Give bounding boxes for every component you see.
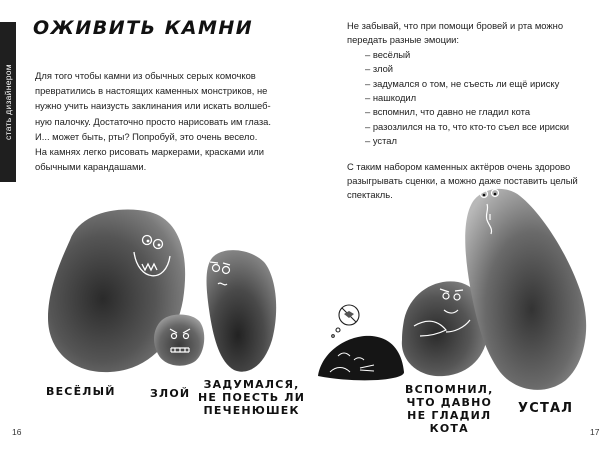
caption-thinking [198, 378, 305, 417]
caption-line: КОТА [429, 422, 469, 435]
closing-line: С таким набором каменных актёров очень здорово [347, 160, 571, 172]
paragraph-line: нужно учить наизусть заклинания или искать волшеб- [35, 100, 271, 112]
caption-line: ПЕЧЕНЮШЕК [203, 404, 300, 417]
paragraph-line: На камнях легко рисовать маркерами, красками или [35, 146, 264, 158]
emotion-item: – нашкодил [365, 91, 592, 105]
thinking-stone [207, 250, 277, 372]
emotion-item: – разозлился на то, что кто-то съел все ириски [365, 120, 592, 134]
emotion-item: – злой [365, 62, 592, 76]
section-side-tab-label: стать дизайнером [3, 64, 13, 140]
page-number-left: 16 [12, 427, 22, 437]
caption-line: НЕ ПОЕСТЬ ЛИ [198, 391, 306, 404]
page-number-right: 17 [590, 427, 600, 437]
caption-line: НЕ ГЛАДИЛ [407, 409, 492, 422]
mischief-stone [318, 305, 404, 380]
caption-line: ЧТО ДАВНО [406, 396, 493, 409]
tired-stone [465, 189, 586, 390]
page-title: ОЖИВИТЬ КАМНИ [33, 17, 254, 39]
caption-happy: ВЕСЁЛЫЙ [46, 385, 116, 398]
caption-remembered [405, 383, 494, 435]
emotion-item: – устал [365, 134, 592, 148]
emotion-item: – вспомнил, что давно не гладил кота [365, 105, 592, 119]
emotion-item: – весёлый [365, 48, 592, 62]
caption-tired: УСТАЛ [518, 401, 574, 416]
angry-stone [154, 315, 204, 366]
paragraph-line: превратились в настоящих каменных монстриков, не [35, 85, 268, 97]
paragraph-line: И... может быть, рты? Попробуй, это очень весело. [35, 130, 258, 142]
closing-line: разыгрывать сценки, а можно даже поставить целый [347, 175, 578, 187]
caption-line: ВСПОМНИЛ, [405, 383, 494, 396]
emotion-item: – задумался о том, не съесть ли ещё ириску [365, 77, 592, 91]
paragraph-line: ную палочку. Достаточно просто нарисовать им глаза. [35, 115, 271, 127]
caption-line: ЗАДУМАЛСЯ, [203, 378, 300, 391]
intro-line: передать разные эмоции: [347, 34, 460, 46]
closing-line: спектакль. [347, 189, 393, 201]
paragraph-line: Для того чтобы камни из обычных серых комочков [35, 70, 256, 81]
caption-angry: ЗЛОЙ [150, 387, 191, 400]
paragraph-line: обычными карандашами. [35, 161, 147, 173]
intro-line: Не забывай, что при помощи бровей и рта можно [347, 20, 564, 31]
